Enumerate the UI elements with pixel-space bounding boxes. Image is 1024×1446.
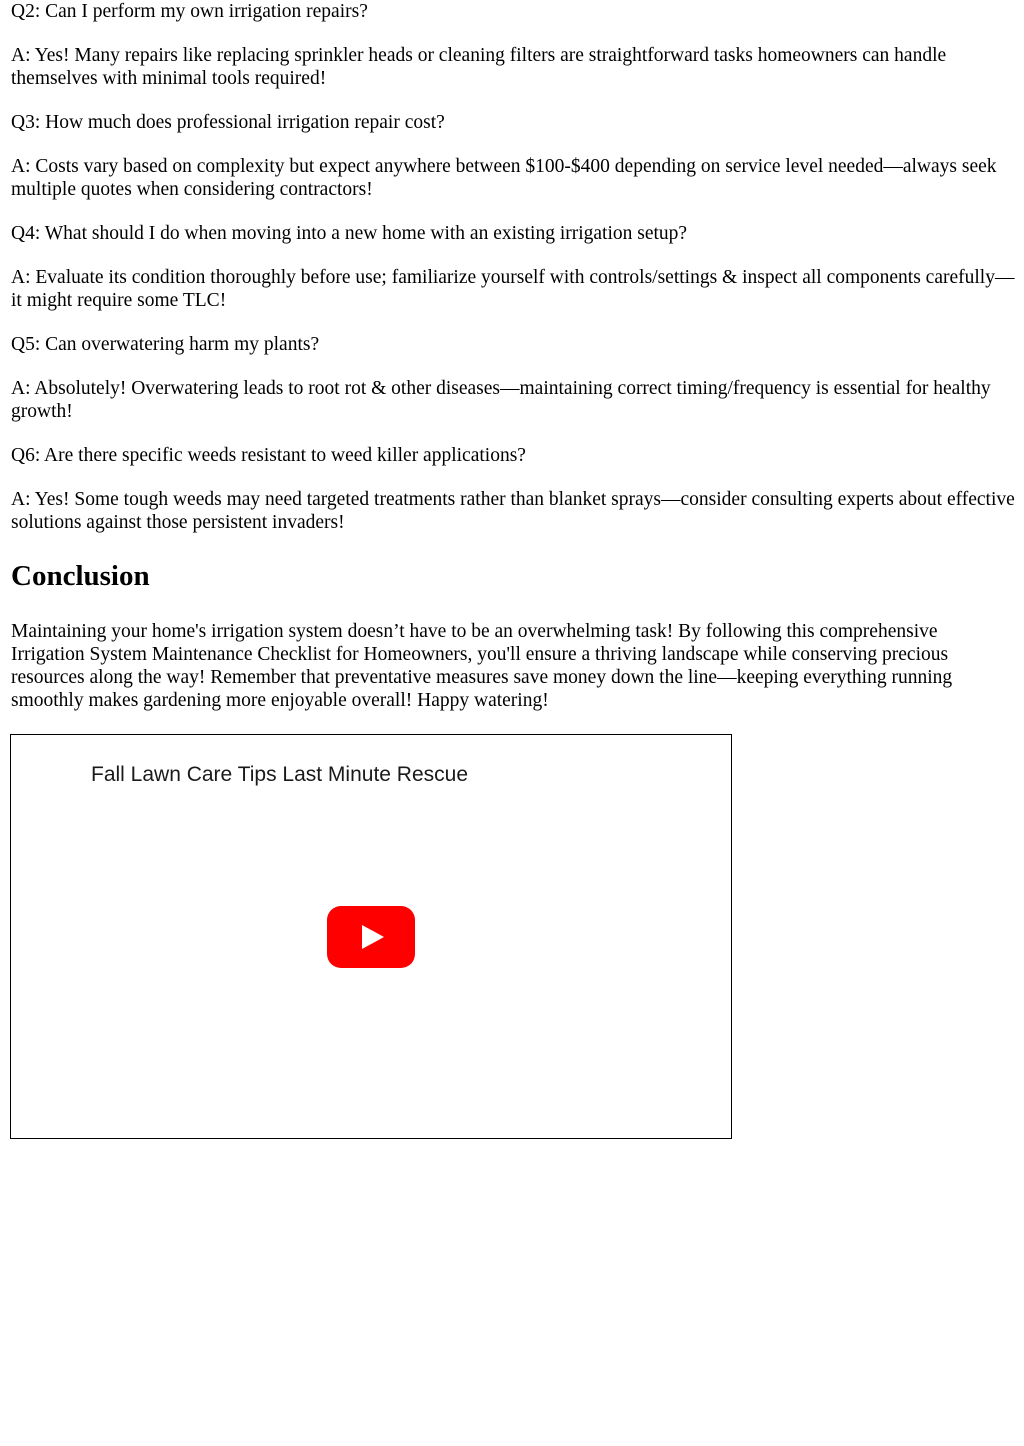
faq-answer-2: A: Yes! Many repairs like replacing sprinkler heads or cleaning filters are straightforward tasks homeowners can handle themselves with minimal tools required! (11, 45, 947, 89)
faq-question-4: Q4: What should I do when moving into a new home with an existing irrigation setup? (11, 223, 688, 244)
faq-question-3: Q3: How much does professional irrigation repair cost? (11, 112, 445, 133)
faq-answer-6: A: Yes! Some tough weeds may need targeted treatments rather than blanket sprays—consider consulting experts about effective solutions against those persistent invaders! (11, 489, 1015, 533)
conclusion-heading: Conclusion (11, 560, 150, 592)
video-title[interactable]: Fall Lawn Care Tips Last Minute Rescue (91, 763, 469, 786)
faq-answer-4: A: Evaluate its condition thoroughly before use; familiarize yourself with controls/settings & inspect all components carefully—it might require some TLC! (11, 267, 1015, 311)
faq-question-5: Q5: Can overwatering harm my plants? (11, 334, 320, 355)
play-button-graphic (327, 906, 415, 968)
video-embed[interactable] (10, 734, 732, 1139)
faq-answer-5: A: Absolutely! Overwatering leads to root rot & other diseases—maintaining correct timing/frequency is essential for healthy growth! (11, 378, 991, 422)
conclusion-text: Maintaining your home's irrigation system doesn’t have to be an overwhelming task! By following this comprehensive Irrigation System Maintenance Checklist for Homeowners, you'll ensure a thriving landscape while conserving precious resources along the way! Remember that preventative measures save money down the line—keeping everything running smoothly makes gardening more enjoyable overall! Happy watering! (11, 621, 953, 711)
youtube-play-icon[interactable] (327, 906, 415, 968)
faq-answer-3: A: Costs vary based on complexity but expect anywhere between $100-$400 depending on service level needed—always seek multiple quotes when considering contractors! (11, 156, 997, 200)
faq-section (11, 0, 1016, 711)
faq-question-6: Q6: Are there specific weeds resistant to weed killer applications? (11, 445, 526, 466)
faq-question-2: Q2: Can I perform my own irrigation repairs? (11, 1, 368, 22)
